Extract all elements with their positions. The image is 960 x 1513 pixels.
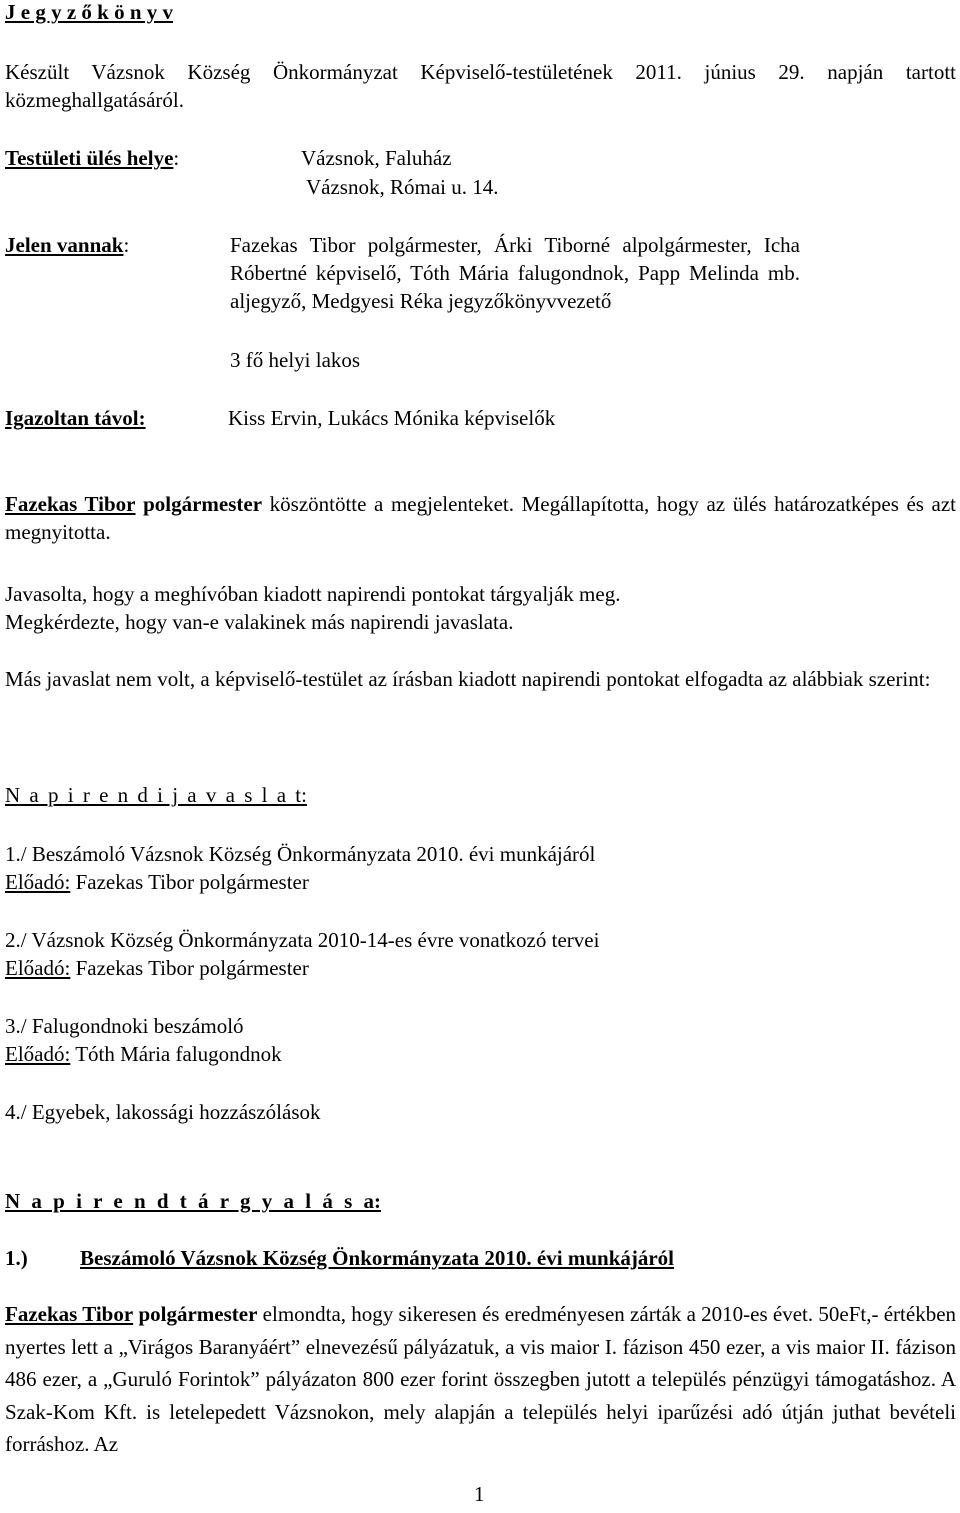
item1-title: Beszámoló Vázsnok Község Önkormányzata 2010. évi munkájáról (80, 1246, 675, 1270)
discussion-heading: N a p i r e n d t á r g y a l á s a: (5, 1189, 381, 1213)
presenter-label: Előadó: (5, 956, 71, 980)
proposal-line-1: Javasolta, hogy a meghívóban kiadott napirendi pontokat tárgyalják meg. (5, 582, 621, 606)
present-label-row (5, 231, 129, 259)
presenter-label: Előadó: (5, 870, 71, 894)
opening-text: köszöntötte a megjelenteket. Megállapította, hogy az ülés határozatképes és azt megnyitotta. (5, 492, 957, 544)
absent-label: Igazoltan távol: (5, 406, 146, 430)
agenda-item-2-presenter-row (5, 954, 309, 982)
presenter-label: Előadó: (5, 1042, 71, 1066)
agenda-item-2-title: 2./ Vázsnok Község Önkormányzata 2010-14-es évre vonatkozó tervei (5, 928, 600, 952)
present-label: Jelen vannak (5, 233, 124, 257)
location-line-1: Vázsnok, Faluház (301, 146, 452, 170)
proposal-line-2: Megkérdezte, hogy van-e valakinek más napirendi javaslata. (5, 610, 514, 634)
item1-body-name: Fazekas Tibor (5, 1302, 134, 1326)
agenda-item-3-presenter-row (5, 1040, 282, 1068)
opening-paragraph (5, 490, 956, 546)
agenda-item-1-presenter-row (5, 868, 309, 896)
agenda-item-1-title: 1./ Beszámoló Vázsnok Község Önkormányzata 2010. évi munkájáról (5, 842, 596, 866)
page-number: 1 (474, 1482, 485, 1506)
item1-body-text: elmondta, hogy sikeresen és eredményesen zárták a 2010-es évet. 50eFt,- értékben nyertes lett a „Virágos Baranyáért” elnevezésű pályázatuk, a vis maior I. fázison 450 ezer, a vis maior II. fázison 486 ezer, a „Guruló Forintok” pályázaton 800 ezer forint összegben jutott a település pénzügyi támogatáshoz. A Szak-Kom Kft. is letelepedett Vázsnokon, mely alapján a település helyi iparűzési adó útján juthat bevételi forráshoz. Az (5, 1302, 957, 1456)
location-label: Testületi ülés helye (5, 146, 174, 170)
item1-number: 1.) (5, 1246, 28, 1270)
present-colon: : (123, 233, 130, 257)
present-list: Fazekas Tibor polgármester, Árki Tiborné alpolgármester, Icha Róbertné képviselő, Tóth Mária falugondnok, Papp Melinda mb. aljegyző, Medgyesi Réka jegyzőkönyvvezető (230, 233, 800, 313)
item1-body (5, 1298, 956, 1461)
location-colon: : (173, 146, 180, 170)
document-title: J e g y z ő k ö n y v (5, 0, 173, 24)
agenda-item-4-title: 4./ Egyebek, lakossági hozzászólások (5, 1100, 321, 1124)
item1-body-role: polgármester (138, 1302, 258, 1326)
location-line-2: Vázsnok, Római u. 14. (306, 175, 499, 199)
agenda-heading: N a p i r e n d i j a v a s l a t: (5, 783, 307, 807)
agenda-item-3-title: 3./ Falugondnoki beszámoló (5, 1014, 244, 1038)
location-label-row (5, 144, 179, 172)
opening-name: Fazekas Tibor (5, 492, 136, 516)
intro-paragraph: Készült Vázsnok Község Önkormányzat Képviselő-testületének 2011. június 29. napján tartott közmeghallgatásáról. (5, 60, 956, 112)
opening-role: polgármester (143, 492, 263, 516)
agenda-item-3-presenter: Tóth Mária falugondnok (70, 1042, 282, 1066)
absent-list: Kiss Ervin, Lukács Mónika képviselők (228, 406, 556, 430)
accepted-paragraph: Más javaslat nem volt, a képviselő-testület az írásban kiadott napirendi pontokat elfogadta az alábbiak szerint: (5, 667, 931, 691)
agenda-item-1-presenter: Fazekas Tibor polgármester (70, 870, 309, 894)
agenda-item-2-presenter: Fazekas Tibor polgármester (70, 956, 309, 980)
present-residents: 3 fő helyi lakos (230, 348, 361, 372)
item1-heading (5, 1244, 793, 1272)
